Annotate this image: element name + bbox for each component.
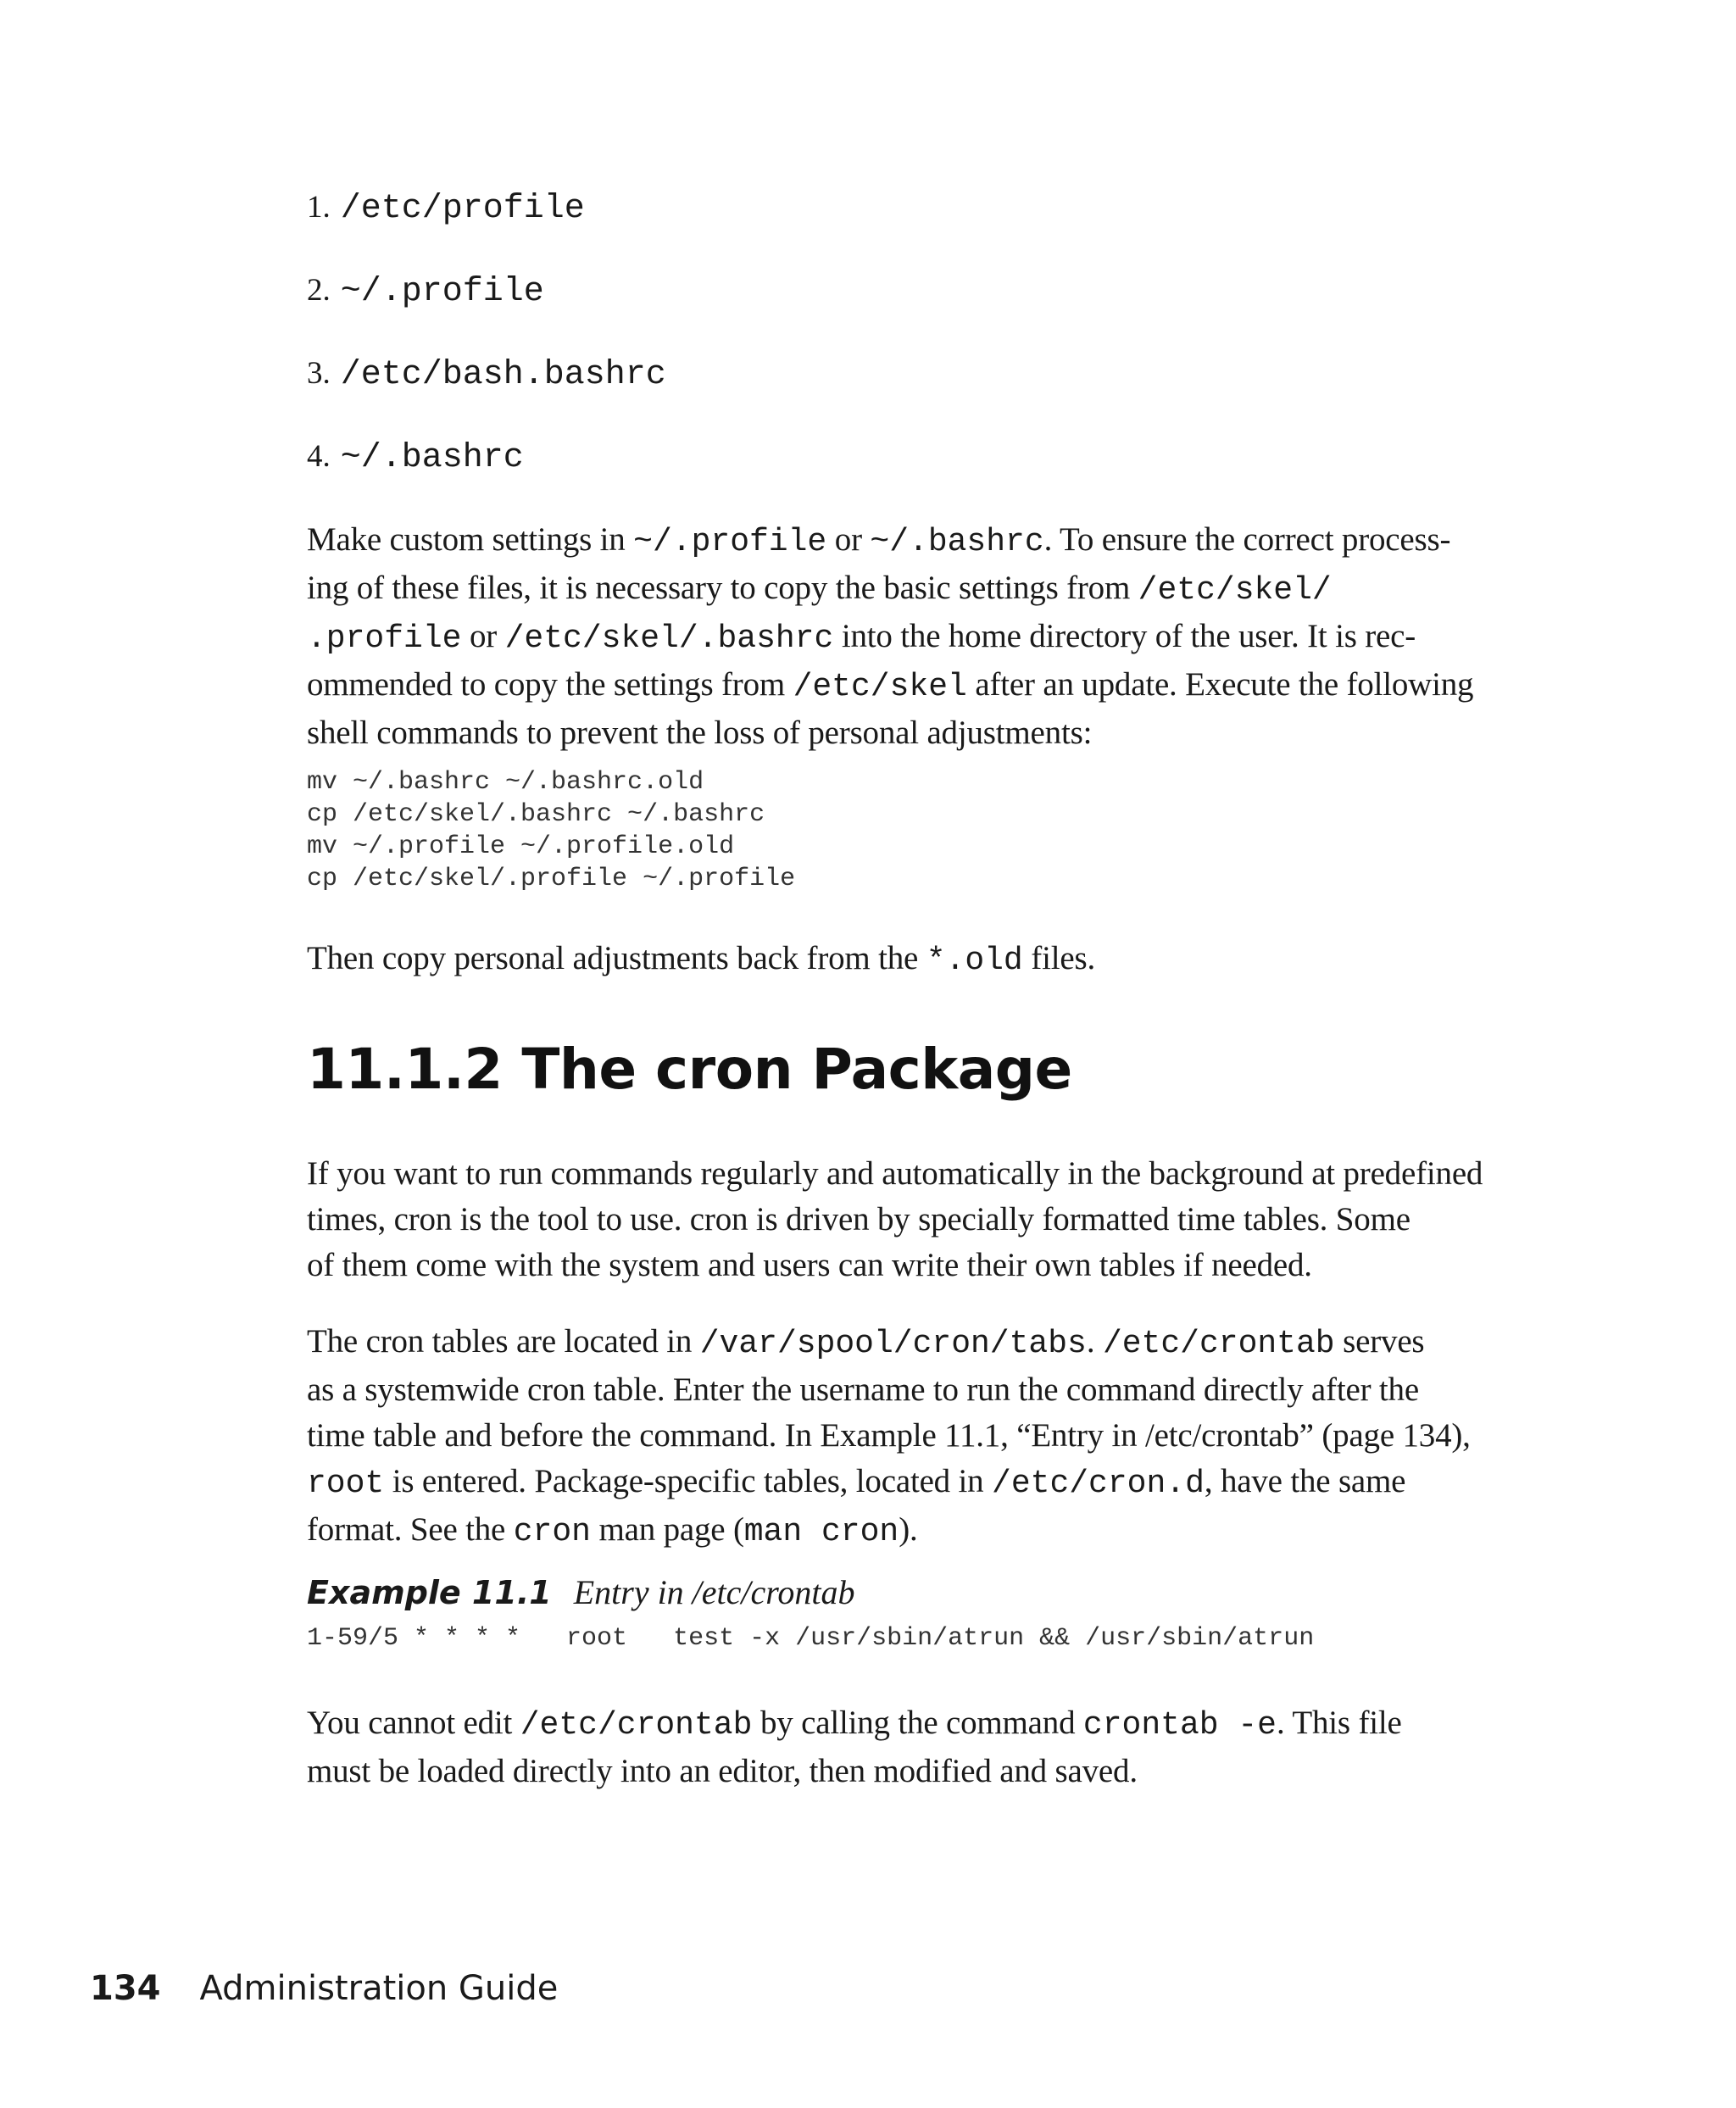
config-file-list — [307, 180, 666, 512]
list-number: 2. — [307, 273, 331, 308]
text: or — [461, 618, 505, 654]
paragraph-line: as a systemwide cron table. Enter the username to run the command directly after the — [307, 1371, 1419, 1408]
text: ). — [899, 1511, 918, 1548]
text: . This file — [1276, 1705, 1402, 1741]
code-line: cp /etc/skel/.bashrc ~/.bashrc — [307, 800, 765, 829]
text: ommended to copy the settings from — [307, 666, 793, 703]
text: You cannot edit — [307, 1705, 520, 1741]
section-heading: 11.1.2 The cron Package — [307, 1037, 1072, 1102]
text: shell commands to prevent the loss of personal adjustments: — [307, 715, 1093, 751]
inline-code: *.old — [926, 943, 1023, 979]
book-title: Administration Guide — [199, 1969, 559, 2008]
page-footer — [90, 1965, 558, 2012]
list-value: /etc/bash.bashrc — [340, 356, 666, 394]
paragraph-line: time table and before the command. In Example 11.1, “Entry in /etc/crontab” (page 134), — [307, 1417, 1471, 1454]
text: serves — [1334, 1323, 1425, 1360]
inline-code: /etc/crontab — [1102, 1326, 1335, 1362]
example-title: Entry in /etc/crontab — [573, 1573, 855, 1611]
text: , have the same — [1204, 1463, 1406, 1499]
text: . — [1086, 1323, 1103, 1360]
text: after an update. Execute the following — [966, 666, 1474, 703]
list-item — [307, 180, 666, 263]
code-line: cp /etc/skel/.profile ~/.profile — [307, 865, 796, 893]
inline-code: man cron — [743, 1514, 899, 1550]
text: Then copy personal adjustments back from the — [307, 940, 926, 976]
list-item — [307, 263, 666, 346]
inline-code: root — [307, 1466, 385, 1502]
list-number: 4. — [307, 439, 331, 474]
paragraph-line — [307, 936, 1544, 984]
list-number: 3. — [307, 356, 331, 391]
text: files. — [1022, 940, 1095, 976]
paragraph-copy-back — [307, 936, 1544, 984]
code-line: mv ~/.bashrc ~/.bashrc.old — [307, 768, 704, 797]
inline-code: /etc/skel/.bashrc — [504, 620, 834, 657]
code-block-crontab-entry — [307, 1622, 1314, 1655]
text: man page ( — [590, 1511, 744, 1548]
text: or — [826, 521, 871, 558]
inline-code: cron — [513, 1514, 591, 1550]
inline-code: /etc/cron.d — [992, 1466, 1205, 1502]
paragraph-custom-settings — [307, 517, 1544, 756]
paragraph-line — [307, 565, 1544, 614]
inline-code: ~/.bashrc — [870, 524, 1044, 560]
text: . To ensure the correct process- — [1043, 521, 1451, 558]
list-value: /etc/profile — [340, 190, 585, 228]
paragraph-cron-intro — [307, 1151, 1544, 1288]
paragraph-line — [307, 1700, 1544, 1749]
paragraph-line — [307, 662, 1544, 710]
list-value: ~/.bashrc — [340, 439, 524, 477]
paragraph-line: times, cron is the tool to use. cron is driven by specially formatted time tables. Some — [307, 1201, 1410, 1238]
paragraph-line: of them come with the system and users can write their own tables if needed. — [307, 1247, 1312, 1283]
page-number: 134 — [90, 1969, 161, 2008]
list-item — [307, 429, 666, 512]
code-line: 1-59/5 * * * * root test -x /usr/sbin/atrun && /usr/sbin/atrun — [307, 1624, 1315, 1653]
inline-code: crontab -e — [1082, 1707, 1277, 1744]
inline-code: /etc/crontab — [520, 1707, 753, 1744]
text: ing of these files, it is necessary to copy the basic settings from — [307, 570, 1138, 606]
paragraph-cron-tables — [307, 1319, 1544, 1555]
text: by calling the command — [752, 1705, 1083, 1741]
example-caption — [307, 1570, 854, 1616]
inline-code: .profile — [307, 620, 462, 657]
paragraph-line — [307, 517, 1544, 565]
text: is entered. Package-specific tables, located in — [384, 1463, 993, 1499]
inline-code: /etc/skel/ — [1138, 572, 1332, 609]
paragraph-crontab-edit — [307, 1700, 1544, 1794]
paragraph-line: If you want to run commands regularly and automatically in the background at predefined — [307, 1155, 1483, 1192]
text: format. See the — [307, 1511, 514, 1548]
inline-code: /etc/skel — [793, 669, 967, 705]
paragraph-line — [307, 1507, 1544, 1555]
paragraph-line — [307, 1459, 1544, 1507]
example-label: Example 11.1 — [307, 1574, 552, 1611]
paragraph-line: must be loaded directly into an editor, then modified and saved. — [307, 1753, 1138, 1789]
text: The cron tables are located in — [307, 1323, 700, 1360]
inline-code: ~/.profile — [633, 524, 827, 560]
text: Make custom settings in — [307, 521, 634, 558]
list-number: 1. — [307, 190, 331, 225]
paragraph-line — [307, 1319, 1544, 1367]
inline-code: /var/spool/cron/tabs — [699, 1326, 1087, 1362]
list-value: ~/.profile — [340, 273, 544, 311]
code-block-commands — [307, 766, 795, 895]
code-line: mv ~/.profile ~/.profile.old — [307, 832, 735, 861]
paragraph-line — [307, 614, 1544, 662]
list-item — [307, 346, 666, 429]
text: into the home directory of the user. It is rec- — [833, 618, 1416, 654]
paragraph-line — [307, 710, 1544, 756]
